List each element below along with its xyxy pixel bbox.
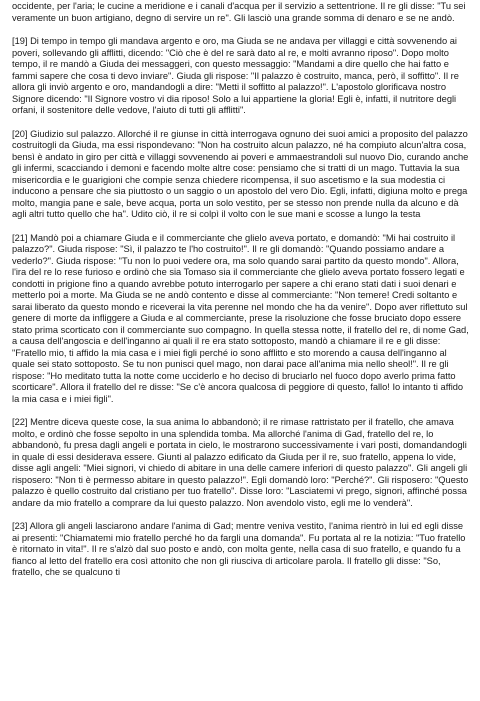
- paragraph-22: [22] Mentre diceva queste cose, la sua anima lo abbandonò; il re rimase rattristato per il fratello, che amava molto, e ordinò che fosse sepolto in una splendida tomba. Ma allorché l'anima di Gad, fratello del re, lo abbandonò, fu presa dagli angeli e portata in cielo, le mostrarono successivamente i vari posti, domandandogli in quale di essi desiderava essere. Giunti al palazzo edificato da Giuda per il re, suo fratello, appena lo vide, disse agli angeli: "Miei signori, vi chiedo di abitare in una delle camere inferiori di questo palazzo". Gli angeli gli risposero: "Non ti è permesso abitare in questo palazzo!". Egli domandò loro: "Perché?". Gli risposero: "Questo palazzo è quello costruito dal cristiano per tuo fratello". Disse loro: "Lasciatemi vi prego, signori, affinché possa andare da mio fratello a comprare da lui questo palazzo. Non avendolo visto, egli me lo venderà".: [12, 417, 469, 508]
- paragraph-20: [20] Giudizio sul palazzo. Allorché il re giunse in città interrogava ognuno dei suoi amici a proposito del palazzo costruitogli da Giuda, ma essi rispondevano: "Non ha costruito alcun palazzo, né ha compiuto alcun'altra cosa, bensì è andato in giro per città e villaggi sovvenendo ai poveri e ammaestrandoli sul nuovo Dio, curando anche gli infermi, scacciando i demoni e facendo molte altre cose: pensiamo che si tratti di un mago. Tuttavia la sua misericordia e le guarigioni che compie senza chiedere ricompensa, il suo ascetismo e la sua modestia ci inducono a pensare che sia piuttosto o un saggio o un apostolo del vero Dio. Egli, infatti, digiuna molto e prega molto, mangia pane e sale, beve acqua, porta un solo vestito, per se stesso non prende nulla da alcuno e dà agli altri tutto quello che ha". Udito ciò, il re si colpì il volto con le sue mani e scosse a lungo la testa: [12, 128, 469, 219]
- paragraph-19: [19] Di tempo in tempo gli mandava argento e oro, ma Giuda se ne andava per villaggi e città sovvenendo ai poveri, sollevando gli afflitti, dicendo: "Ciò che è del re sarà dato al re, e molti avranno riposo". Dopo molto tempo, il re mandò a Giuda dei messaggeri, con questo messaggio: "Mandami a dire quello che hai fatto e fammi sapere che cosa ti devo inviare". Giuda gli rispose: "Il palazzo è costruito, manca, però, il soffitto". Il re allora gli inviò argento e oro, mandandogli a dire: "Metti il soffitto al palazzo!". L'apostolo glorificava nostro Signore dicendo: "Il Signore vostro vi dia riposo! Solo a lui appartiene la gloria! Egli è, infatti, il nutritore degli orfani, il sostenitore delle vedove, l'aiuto di tutti gli afflitti".: [12, 36, 459, 115]
- paragraph-21: [21] Mandò poi a chiamare Giuda e il commerciante che glielo aveva portato, e domandò: "Mi hai costruito il palazzo?". Giuda rispose: "Sì, il palazzo te l'ho costruito!". Il re gli domandò: "Quando possiamo andare a vederlo?". Giuda rispose: "Tu non lo puoi vedere ora, ma solo quando sarai partito da questo mondo". Allora, l'ira del re lo rese furioso e ordinò che sia Tomaso sia il commerciante che glielo aveva portato fossero legati e condotti in prigione fino a quando avrebbe potuto interrogarlo per sapere a chi erano stati dati i suoi denari e metterlo poi a morte. Ma Giuda se ne andò contento e disse al commerciante: "Non temere! Credi soltanto e sarai liberato da questo mondo e riceverai la vita perenne nel mondo che ha da venire". Dopo aver riflettuto sul genere di morte da infliggere a Giuda e al commerciante, prese la risoluzione che fosse bruciato dopo essere stato prima scorticato con il commerciante suo compagno. In quella stessa notte, il fratello del re, di nome Gad, a causa dell'angoscia e dell'inganno ai quali il re era stato sottoposto, mandò a chiamare il re e gli disse: "Fratello mio, ti affido la mia casa e i miei figli perché io sono afflitto e sto morendo a causa dell'inganno al quale sei stato sottoposto. Se tu non punisci quel mago, non darai pace all'anima mia nello sheol!". Il re gli rispose: "Ho meditato tutta la notte come ucciderlo e ho deciso di bruciarlo nel fuoco dopo averlo prima fatto scorticare". Allora il fratello del re disse: "Se c'è ancora qualcosa di peggiore di questo, fallo! Io intanto ti affido la mia casa e i miei figli".: [12, 232, 469, 404]
- paragraph-23: [23] Allora gli angeli lasciarono andare l'anima di Gad; mentre veniva vestito, l'anima rientrò in lui ed egli disse ai presenti: "Chiamatemi mio fratello perché ho da fargli una domanda". Fu portata al re la notizia: "Tuo fratello è ritornato in vita!". Il re s'alzò dal suo posto e andò, con molta gente, nella casa di suo fratello, e quando fu a fianco al letto del fratello era così attonito che non gli riusciva di articolare parola. Il fratello gli disse: "So, fratello, che se qualcuno ti: [12, 521, 466, 577]
- paragraph-intro: occidente, per l'aria; le cucine a meridione e i canali d'acqua per il servizio a settentrione. Il re gli disse: "Tu sei veramente un buon artigiano, degno di servire un re". Gli lasciò una grande somma di denaro e se ne andò.: [12, 1, 466, 23]
